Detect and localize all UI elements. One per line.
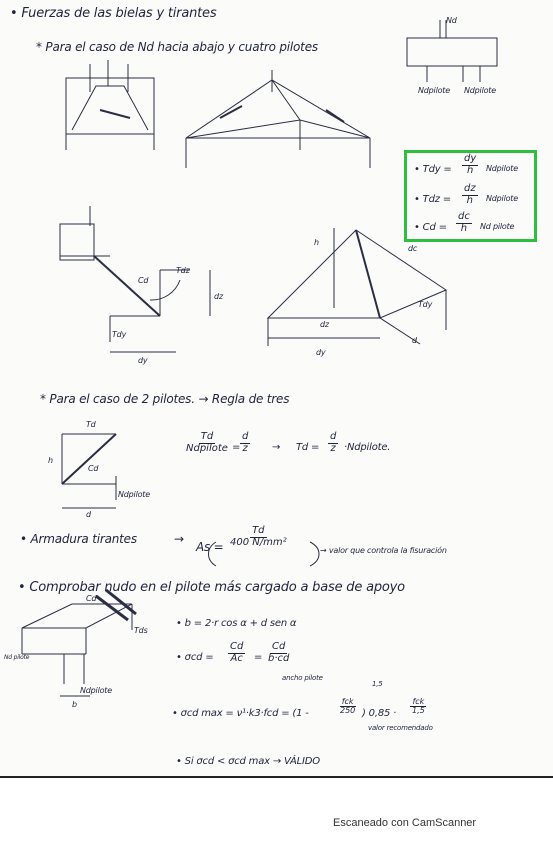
label-dz-right: dz xyxy=(320,320,329,329)
node-tds-label: Tds xyxy=(134,626,148,635)
tdy-rhs: Ndpilote xyxy=(486,164,518,173)
tdz-rhs: Ndpilote xyxy=(486,194,518,203)
case2-rhs-suffix: ·Ndpilote. xyxy=(344,442,391,453)
page-bottom-edge xyxy=(0,776,553,778)
case2-frac1-den: Ndpilote xyxy=(186,442,228,454)
case2-rhs-den: z xyxy=(330,442,336,454)
sigma-max-frac1-num: fck xyxy=(341,697,354,706)
sigma-note: ancho pilote xyxy=(282,674,323,682)
sigma-max-note: valor recomendado xyxy=(368,724,433,732)
right-pile-label: Ndpilote xyxy=(464,86,496,95)
sigma-den2: b·cd xyxy=(268,652,290,664)
b-equation: • b = 2·r cos α + d sen α xyxy=(176,618,297,629)
truss-3d-sketch xyxy=(186,70,370,168)
sigma-eq2: = xyxy=(254,652,263,663)
comprobar-title: • Comprobar nudo en el pilote más cargado a base de apoyo xyxy=(18,580,405,595)
armadura-as-prefix: As = xyxy=(196,540,224,554)
label-tdz: Tdz xyxy=(176,266,190,275)
case2-frac2-den: z xyxy=(242,442,248,454)
armadura-note: → valor que controla la fisuración xyxy=(320,546,447,555)
tdy-den: h xyxy=(466,164,474,176)
armadura-arrow: → xyxy=(174,532,184,546)
page-title: • Fuerzas de las bielas y tirantes xyxy=(10,6,217,21)
case2-frac1-num: Td xyxy=(200,431,214,442)
sigma-num2: Cd xyxy=(272,641,286,652)
left-pile-label: Ndpilote xyxy=(418,86,450,95)
label-dy-right: dy xyxy=(316,348,326,357)
armadura-frac xyxy=(228,526,289,548)
case2-frac2-num: d xyxy=(242,431,249,442)
plan-trapezoid-sketch xyxy=(66,60,154,150)
sigma-max-frac2 xyxy=(410,698,427,716)
sigma-max-mid: ) 0,85 · xyxy=(362,708,397,719)
tdy-fraction xyxy=(462,154,478,176)
case2-frac1 xyxy=(184,432,230,454)
node-pilote-label: Nd pilote xyxy=(4,654,30,661)
sigma-lhs: • σcd = xyxy=(176,652,214,663)
case2-frac2 xyxy=(240,432,250,454)
case2-d-label: d xyxy=(86,510,91,519)
armadura-num: Td xyxy=(252,525,265,536)
nd-label: Nd xyxy=(446,16,457,25)
armadura-den: 400 N/mm² xyxy=(230,536,287,548)
label-dz: dz xyxy=(214,292,223,301)
case2-rhs-prefix: Td = xyxy=(296,442,320,453)
tdz-den: h xyxy=(466,194,473,206)
label-dy: dy xyxy=(138,356,148,365)
case2-arrow: → xyxy=(272,442,281,453)
node-b-label: b xyxy=(72,700,77,709)
case2-eq: = xyxy=(232,442,241,453)
label-dc: dc xyxy=(408,244,418,253)
sigma-frac1 xyxy=(228,642,245,664)
cd-num: dc xyxy=(458,211,470,222)
tdz-num: dz xyxy=(464,183,476,194)
cd-rhs: Nd pilote xyxy=(480,222,515,231)
case2-ndpilote-label: Ndpilote xyxy=(118,490,150,499)
sigma-max-top: 1,5 xyxy=(372,680,383,688)
triangle-3d-sketch xyxy=(268,228,446,346)
label-tdy-right: Tdy xyxy=(418,300,433,309)
node-cd-label: Cd xyxy=(86,594,97,603)
case2-cd-label: Cd xyxy=(88,464,99,473)
sigma-max-frac2-den: 1,5 xyxy=(412,706,425,716)
case2-rhs-num: d xyxy=(330,431,337,442)
label-tdy: Tdy xyxy=(112,330,127,339)
sigma-max-lhs: • σcd max = ν¹·k3·fcd = (1 - xyxy=(172,708,309,719)
footer-watermark: Escaneado con CamScanner xyxy=(333,817,477,829)
node-check-sketch xyxy=(22,590,136,696)
label-d: d xyxy=(412,336,417,345)
plan-view-sketch xyxy=(60,206,210,352)
case2-title: * Para el caso de 2 pilotes. → Regla de tres xyxy=(40,392,290,406)
label-h: h xyxy=(314,238,319,247)
top-right-sketch xyxy=(407,20,497,82)
cd-fraction xyxy=(456,212,472,234)
label-cd: Cd xyxy=(138,276,149,285)
cd-lhs: • Cd = xyxy=(414,222,447,233)
tdy-num: dy xyxy=(464,153,477,164)
tdz-fraction xyxy=(462,184,478,206)
sigma-max-frac1-den: 250 xyxy=(340,706,356,716)
final-check: • Si σcd < σcd max → VÁLIDO xyxy=(176,756,320,767)
armadura-label: • Armadura tirantes xyxy=(20,532,137,546)
case2-h-label: h xyxy=(48,456,53,465)
case2-rhs-frac xyxy=(328,432,338,454)
sigma-num1: Cd xyxy=(230,641,244,652)
sigma-max-frac2-num: fck xyxy=(412,697,425,706)
case2-td-label: Td xyxy=(86,420,96,429)
sigma-frac2 xyxy=(266,642,291,664)
sigma-max-frac1 xyxy=(338,698,357,716)
tdz-lhs: • Tdz = xyxy=(414,194,451,205)
case1-title: * Para el caso de Nd hacia abajo y cuatro pilotes xyxy=(36,40,318,54)
tdy-lhs: • Tdy = xyxy=(414,164,452,175)
node-ndpilote-label: Ndpilote xyxy=(80,686,112,695)
cd-den: h xyxy=(460,222,468,234)
sigma-den1: Ac xyxy=(230,652,243,664)
